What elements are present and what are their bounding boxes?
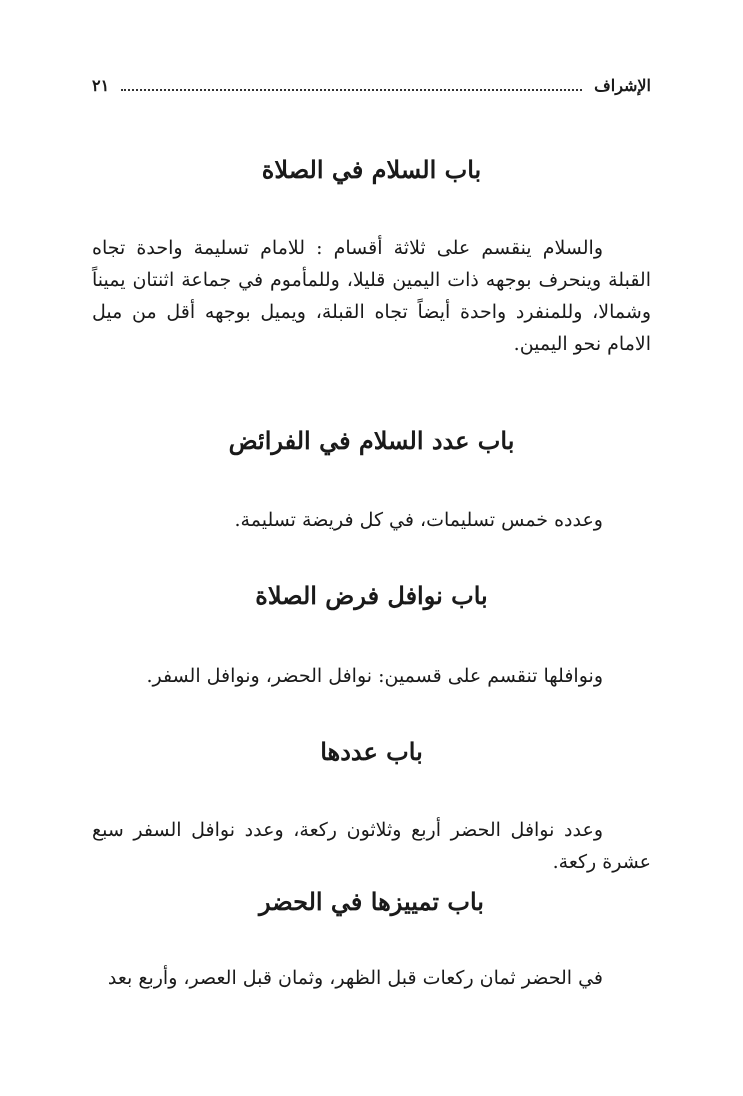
section-paragraph: في الحضر ثمان ركعات قبل الظهر، وثمان قبل العصر، وأربع بعد [107,967,603,989]
section-paragraph: ونوافلها تنقسم على قسمين: نوافل الحضر، ونوافل السفر. [146,665,603,687]
running-header [92,70,651,100]
section-heading: باب نوافل فرض الصلاة [255,581,488,610]
section-paragraph: وعدد نوافل الحضر أربع وثلاثون ركعة، وعدد نوافل السفر سبع عشرة ركعة. [92,819,651,873]
section-heading: باب تمييزها في الحضر [259,887,484,916]
header-leader-dots [121,79,582,91]
section-heading: باب السلام في الصلاة [261,155,482,184]
section-heading: باب عددها [320,737,423,766]
section-paragraph: وعدده خمس تسليمات، في كل فريضة تسليمة. [234,509,603,531]
page-number: ٢١ [92,75,110,95]
section-heading: باب عدد السلام في الفرائض [228,426,515,455]
running-title: الإشراف [594,75,651,95]
section-paragraph: والسلام ينقسم على ثلاثة أقسام : للامام تسليمة واحدة تجاه القبلة وينحرف بوجهه ذات اليمين قليلا، وللمأموم في جماعة اثنتان يميناً وشمالا، وللمنفرد واحدة أيضاً تجاه القبلة، ويميل بوجهه أقل من ميل الامام نحو اليمين. [92,237,651,355]
